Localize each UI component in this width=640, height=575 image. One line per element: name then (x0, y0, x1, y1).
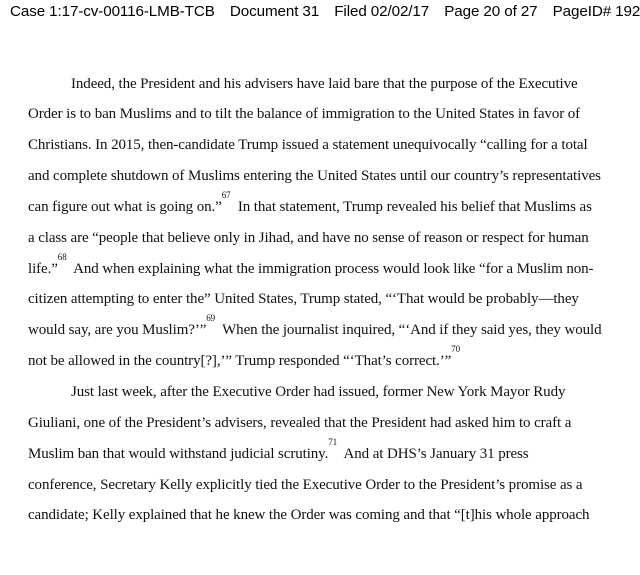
text-line: candidate; Kelly explained that he knew the Order was coming and that “[t]his whole approach (28, 507, 590, 523)
text-line: Indeed, the President and his advisers have laid bare that the purpose of the Executive (71, 76, 578, 92)
footnote-ref[interactable]: 69 (206, 313, 216, 323)
text-line: and complete shutdown of Muslims entering the United States until our country’s representatives (28, 168, 601, 184)
text-line: Christians. In 2015, then-candidate Trump issued a statement unequivocally “calling for a total (28, 137, 588, 153)
text-line: conference, Secretary Kelly explicitly tied the Executive Order to the President’s promise as a (28, 477, 583, 493)
case-number: Case 1:17-cv-00116-LMB-TCB (10, 3, 215, 20)
footnote-ref[interactable]: 67 (221, 190, 231, 200)
footnote-ref[interactable]: 71 (328, 437, 338, 447)
footnote-ref[interactable]: 70 (451, 344, 460, 354)
footnote-ref[interactable]: 68 (57, 252, 67, 262)
text-line: Muslim ban that would withstand judicial scrutiny.$^{71}$ And at DHS’s January 31 press (28, 437, 529, 462)
page-number: Page 20 of 27 (444, 3, 538, 20)
filed-date: Filed 02/02/17 (334, 3, 430, 20)
text-line: Order is to ban Muslims and to tilt the balance of immigration to the United States in favor of (28, 106, 581, 122)
text-line: not be allowed in the country[?],’” Trump responded “‘That’s correct.’”$^{70}$ (28, 344, 460, 369)
document-number: Document 31 (229, 3, 320, 20)
text-line: can figure out what is going on.”$^{67}$ In that statement, Trump revealed his belief that Muslims as (28, 190, 592, 215)
text-line: citizen attempting to enter the” United States, Trump stated, “‘That would be probably—they (28, 291, 579, 307)
text-line: would say, are you Muslim?’”$^{69}$ When the journalist inquired, “‘And if they said yes, they would (28, 313, 602, 338)
text-line: Just last week, after the Executive Order had issued, former New York Mayor Rudy (71, 384, 566, 400)
text-line: a class are “people that believe only in Jihad, and have no sense of reason or respect for human (28, 230, 589, 246)
page-id: PageID# 192 (552, 3, 640, 20)
page-header (10, 3, 640, 20)
text-line: life.”$^{68}$ And when explaining what the immigration process would look like “for a Muslim non- (28, 252, 594, 277)
text-line: Giuliani, one of the President’s advisers, revealed that the President had asked him to craft a (28, 415, 572, 431)
